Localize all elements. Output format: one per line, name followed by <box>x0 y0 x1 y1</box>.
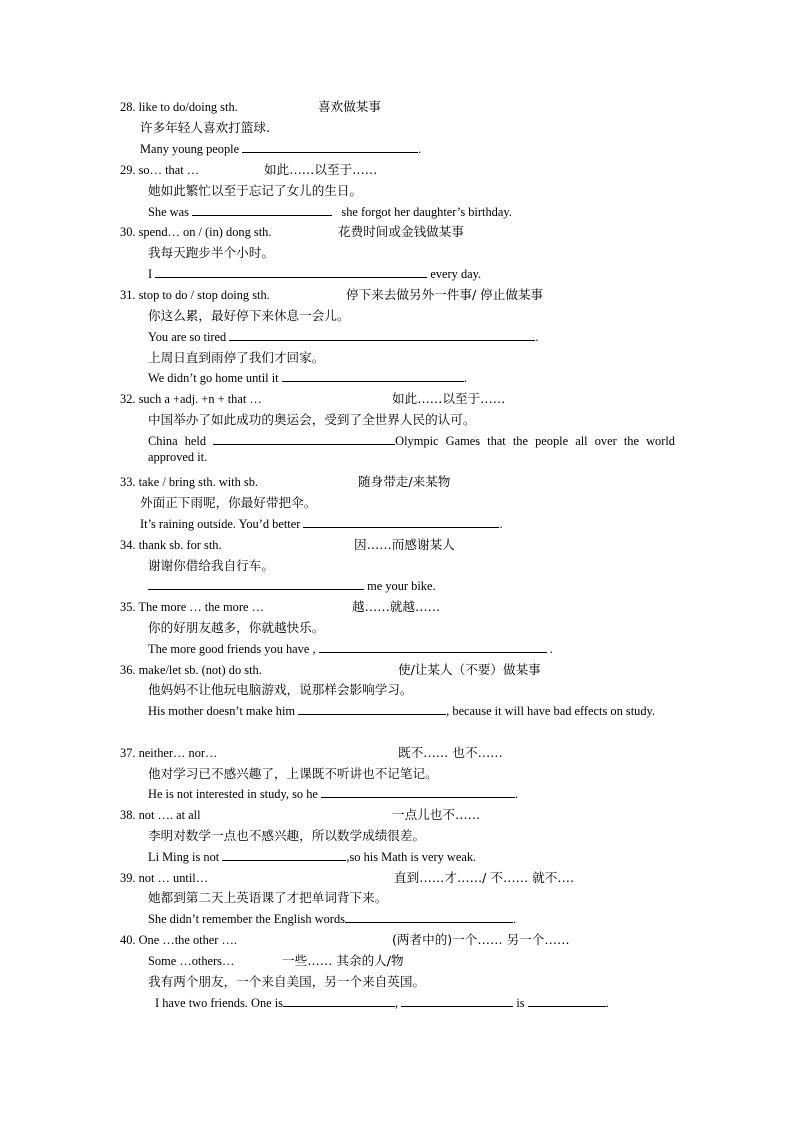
item-english-sentence: I have two friends. One is , is . <box>155 996 609 1010</box>
item-pattern: so… that … <box>138 163 200 177</box>
item-english-sentence: I every day. <box>148 267 482 281</box>
item-meaning: 一点儿也不…… <box>392 807 481 822</box>
item-english-sentence: You are so tired . <box>148 330 539 344</box>
answer-blank[interactable] <box>242 141 418 153</box>
item-meaning-2: 一些…… 其余的人/物 <box>282 953 404 968</box>
item-pattern: take / bring sth. with sb. <box>138 475 259 489</box>
item-pattern: like to do/doing sth. <box>138 100 238 114</box>
item-number: 40. <box>120 933 136 947</box>
item-number: 36. <box>120 663 136 677</box>
answer-blank[interactable] <box>155 266 427 278</box>
item-chinese-sentence: 谢谢你借给我自行车。 <box>148 558 274 573</box>
item-pattern: spend… on / (in) dong sth. <box>138 225 272 239</box>
item-28-header <box>120 99 238 115</box>
item-pattern: The more … the more … <box>138 600 264 614</box>
answer-blank[interactable] <box>213 433 395 445</box>
item-37-header <box>120 745 217 761</box>
item-chinese-sentence: 我每天跑步半个小时。 <box>148 245 274 260</box>
item-chinese-sentence: 她如此繁忙以至于忘记了女儿的生日。 <box>148 183 363 198</box>
item-pattern: not … until… <box>138 871 209 885</box>
item-32-header <box>120 391 262 407</box>
answer-blank[interactable] <box>283 995 395 1007</box>
item-29-header <box>120 162 199 178</box>
answer-blank[interactable] <box>528 995 606 1007</box>
item-number: 38. <box>120 808 136 822</box>
item-english-sentence: His mother doesn’t make him , because it will have bad effects on study. <box>148 704 656 718</box>
item-34-header <box>120 537 222 553</box>
item-40-header <box>120 932 237 948</box>
item-meaning: 停下来去做另外一件事/ 停止做某事 <box>346 287 544 302</box>
item-english-sentence: me your bike. <box>148 578 436 594</box>
answer-blank[interactable] <box>222 849 346 861</box>
item-pattern: such a +adj. +n + that … <box>138 392 262 406</box>
item-meaning: 随身带走/来某物 <box>358 474 451 489</box>
item-33-header <box>120 474 258 490</box>
item-pattern: make/let sb. (not) do sth. <box>138 663 262 677</box>
answer-blank[interactable] <box>192 204 332 216</box>
item-meaning: 既不…… 也不…… <box>398 745 503 760</box>
item-chinese-sentence: 你这么累，最好停下来休息一会儿。 <box>148 308 350 323</box>
item-english-sentence: She was she forgot her daughter’s birthday. <box>148 205 512 219</box>
item-number: 39. <box>120 871 136 885</box>
item-chinese-sentence: 她都到第二天上英语课了才把单词背下来。 <box>148 890 388 905</box>
item-number: 34. <box>120 538 136 552</box>
item-meaning: 使/让某人（不要）做某事 <box>398 662 541 677</box>
item-english-sentence: Many young people . <box>140 142 422 156</box>
item-number: 37. <box>120 746 136 760</box>
item-pattern: thank sb. for sth. <box>138 538 222 552</box>
item-chinese-sentence: 中国举办了如此成功的奥运会，受到了全世界人民的认可。 <box>148 412 476 427</box>
item-number: 32. <box>120 392 136 406</box>
item-35-header <box>120 599 264 615</box>
item-chinese-sentence: 他对学习已不感兴趣了，上课既不听讲也不记笔记。 <box>148 766 438 781</box>
item-number: 29. <box>120 163 136 177</box>
item-meaning: 越……就越…… <box>352 599 441 614</box>
item-30-header <box>120 224 271 240</box>
item-number: 35. <box>120 600 136 614</box>
item-english-sentence: He is not interested in study, so he . <box>148 787 519 801</box>
item-meaning: 喜欢做某事 <box>318 99 381 114</box>
answer-blank[interactable] <box>303 516 499 528</box>
item-36-header <box>120 662 262 678</box>
item-english-sentence: It’s raining outside. You’d better . <box>140 517 503 531</box>
item-number: 33. <box>120 475 136 489</box>
item-chinese-sentence: 外面正下雨呢，你最好带把伞。 <box>140 495 317 510</box>
item-chinese-sentence: 你的好朋友越多，你就越快乐。 <box>148 620 325 635</box>
item-chinese-sentence: 他妈妈不让他玩电脑游戏，说那样会影响学习。 <box>148 682 413 697</box>
item-number: 31. <box>120 288 136 302</box>
item-chinese-sentence: 许多年轻人喜欢打篮球. <box>140 120 270 135</box>
item-number: 30. <box>120 225 136 239</box>
item-39-header <box>120 870 208 886</box>
item-pattern-2: Some …others… <box>148 954 235 968</box>
answer-blank[interactable] <box>282 370 464 382</box>
item-english-sentence: The more good friends you have , . <box>148 642 553 656</box>
item-english-sentence: She didn’t remember the English words . <box>148 912 517 926</box>
item-chinese-sentence-2: 上周日直到雨停了我们才回家。 <box>148 350 325 365</box>
answer-blank[interactable] <box>229 329 535 341</box>
item-meaning: 因……而感谢某人 <box>354 537 455 552</box>
item-meaning: (两者中的)一个…… 另一个…… <box>392 932 570 947</box>
item-38-header <box>120 807 201 823</box>
answer-blank[interactable] <box>298 703 446 715</box>
answer-blank[interactable] <box>321 786 515 798</box>
item-chinese-sentence: 李明对数学一点也不感兴趣，所以数学成绩很差。 <box>148 828 426 843</box>
answer-blank[interactable] <box>345 911 513 923</box>
item-meaning: 如此……以至于…… <box>392 391 506 406</box>
item-number: 28. <box>120 100 136 114</box>
item-chinese-sentence: 我有两个朋友，一个来自美国，另一个来自英国。 <box>148 974 426 989</box>
item-pattern: not …. at all <box>138 808 201 822</box>
answer-blank[interactable] <box>319 641 547 653</box>
item-pattern: stop to do / stop doing sth. <box>138 288 270 302</box>
item-meaning: 如此……以至于…… <box>264 162 378 177</box>
item-meaning: 花费时间或金钱做某事 <box>338 224 464 239</box>
item-31-header <box>120 287 270 303</box>
item-pattern: neither… nor… <box>138 746 218 760</box>
item-english-sentence-2: We didn’t go home until it . <box>148 371 467 385</box>
answer-blank[interactable] <box>148 578 364 590</box>
item-pattern: One …the other …. <box>138 933 238 947</box>
answer-blank[interactable] <box>401 995 513 1007</box>
item-english-sentence: Li Ming is not ,so his Math is very weak. <box>148 850 477 864</box>
item-english-sentence: China held Olympic Games that the people all over the world approved it. <box>148 434 675 464</box>
item-meaning: 直到……才……/ 不…… 就不…. <box>394 870 574 885</box>
